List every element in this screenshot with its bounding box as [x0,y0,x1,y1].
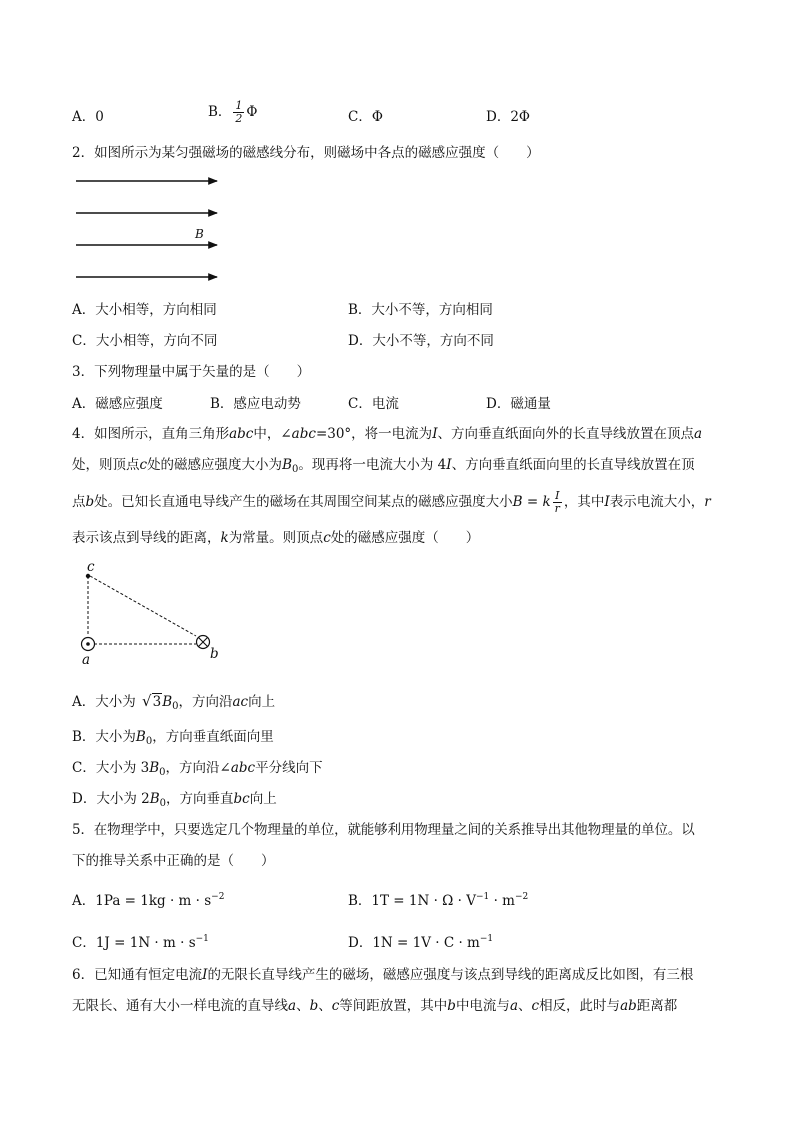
current-out-of-page-dot [86,642,90,646]
var: ab [620,998,637,1014]
subscript: 0 [145,736,153,747]
text: ，方向沿 [178,694,233,710]
superscript: −1 [195,934,209,944]
var: I [446,457,452,473]
q1-option-a: A．0 [72,109,104,125]
var: abc [230,760,256,776]
fraction-numerator: I [553,490,562,503]
q2-stem: 2．如图所示为某匀强磁场的磁感线分布，则磁场中各点的磁感应强度（ ） [72,145,540,161]
text: A．大小为 [72,694,136,710]
sqrt-expression: √3 [142,692,162,710]
text: 表示电流大小， [609,494,705,510]
formula: 1Pa = 1kg · m · s [95,893,212,909]
text: 的无限长直导线产生的磁场，磁感应强度与该点到导线的距离成反比如图，有三根 [207,967,694,983]
text: 、 [518,998,532,1014]
text: 、 [318,998,332,1014]
var: B [149,791,160,807]
subscript: 0 [172,701,179,712]
var: a [288,998,297,1014]
text: 处的磁感应强度大小为 [147,457,283,473]
text: A． [72,893,96,909]
superscript: −2 [514,892,529,902]
var: k [220,530,229,546]
var: c [139,457,148,473]
var: b [309,998,319,1014]
q4-label-c: c [87,559,95,575]
sqrt-radicand: 3 [152,694,162,710]
q1-option-d: D．2Φ [486,109,530,125]
q4-option-b [72,727,274,752]
text: 点 [72,494,86,510]
formula: B = k [512,494,551,510]
text: D．大小为 2 [72,791,150,807]
q4-label-b: b [210,646,219,662]
superscript: −2 [211,892,225,902]
var: c [331,998,340,1014]
var: ac [232,694,249,710]
text: 、 [296,998,310,1014]
formula: · m [489,893,515,909]
superscript: −1 [479,934,494,944]
subscript: 0 [291,464,299,475]
text: 中电流与 [455,998,510,1014]
q4-option-d [72,789,277,814]
var: B [149,760,160,776]
var: b [85,494,95,510]
var: I [202,967,208,983]
q2-field-label: B [195,227,204,241]
text: 向上 [248,694,276,710]
q3-option-b: B．感应电动势 [210,396,301,412]
text: ，方向沿∠ [165,760,231,776]
text: 向上 [249,791,277,807]
text: ，其中 [563,494,605,510]
text: ，方向垂直 [166,791,234,807]
text: D． [348,935,373,951]
formula: 1J = 1N · m · s [95,935,196,951]
q4-label-a: a [82,652,91,668]
var: I [604,494,610,510]
text: 平分线向下 [255,760,323,776]
text: C．大小为 3 [72,760,150,776]
var: B [282,457,292,473]
q1-option-b-symbol: Φ [246,104,258,120]
superscript: −1 [476,892,490,902]
var: r [704,494,711,510]
text: 。现再将一电流大小为 4 [298,457,447,473]
q2-option-d: D．大小不等，方向不同 [348,333,494,349]
q2-option-b: B．大小不等，方向相同 [348,302,493,318]
var: bc [233,791,250,807]
text: ，方向垂直纸面向里 [152,729,274,745]
fraction-denominator: 2 [235,112,243,125]
text: 相反，此时与 [539,998,621,1014]
q5-option-d [348,929,493,953]
var: c [323,530,331,546]
side-cb [90,576,196,636]
text: 、方向垂直纸面向外的长直导线放置在顶点 [437,426,695,442]
text: 中，∠ [253,426,292,442]
var: I [432,426,438,442]
q3-stem: 3．下列物理量中属于矢量的是（ ） [72,364,311,380]
formula: 1T = 1N · Ω · V [371,893,477,909]
fraction-numerator: 1 [235,99,243,112]
q4-option-c [72,758,323,783]
text: B． [348,893,372,909]
var: b [447,998,456,1014]
fraction-denominator: r [554,502,560,515]
q5-stem-line-1: 5．在物理学中，只要选定几个物理量的单位，就能够利用物理量之间的关系推导出其他物理量的单位。以 [72,822,695,838]
q4-option-a [72,691,275,717]
subscript: 0 [159,798,167,809]
q6-stem-line-1 [72,965,693,985]
var: B [135,729,146,745]
formula: 1N = 1V · C · m [372,935,480,951]
text: 6．已知通有恒定电流 [72,967,203,983]
text: 、方向垂直纸面向里的长直导线放置在顶 [451,457,695,473]
q2-option-a: A．大小相等，方向相同 [72,302,217,318]
text: 无限长、通有大小一样电流的直导线 [72,998,288,1014]
q5-stem-line-2: 下的推导关系中正确的是（ ） [72,853,275,869]
text: B．大小为 [72,729,136,745]
text: 4．如图所示，直角三角形 [72,426,230,442]
var: c [531,998,540,1014]
text: 处。已知长直通电导线产生的磁场在其周围空间某点的磁感应强度大小 [94,494,513,510]
var: abc [229,426,254,442]
q6-stem-line-2 [72,996,677,1016]
subscript: 0 [159,767,166,778]
q5-option-a [72,887,224,911]
q1-option-c: C．Φ [348,109,383,125]
var: a [509,998,518,1014]
text: 为常量。则顶点 [228,530,324,546]
q3-option-d: D．磁通量 [486,396,551,412]
q5-option-c [72,929,209,953]
text: =30°，将一电流为 [315,426,433,442]
text: 距离都 [636,998,678,1014]
var: abc [291,426,316,442]
q2-option-c: C．大小相等，方向不同 [72,333,218,349]
q1-option-b-label: B． [208,104,232,120]
var: a [694,426,703,442]
q3-option-a: A．磁感应强度 [72,396,163,412]
text: 表示该点到导线的距离， [72,530,221,546]
q5-option-b [348,887,528,911]
text: 处，则顶点 [72,457,140,473]
text: 处的磁感应强度（ ） [330,530,480,546]
var: B [162,694,173,710]
q3-option-c: C．电流 [348,396,399,412]
text: 等间距放置，其中 [339,998,448,1014]
text: C． [72,935,96,951]
